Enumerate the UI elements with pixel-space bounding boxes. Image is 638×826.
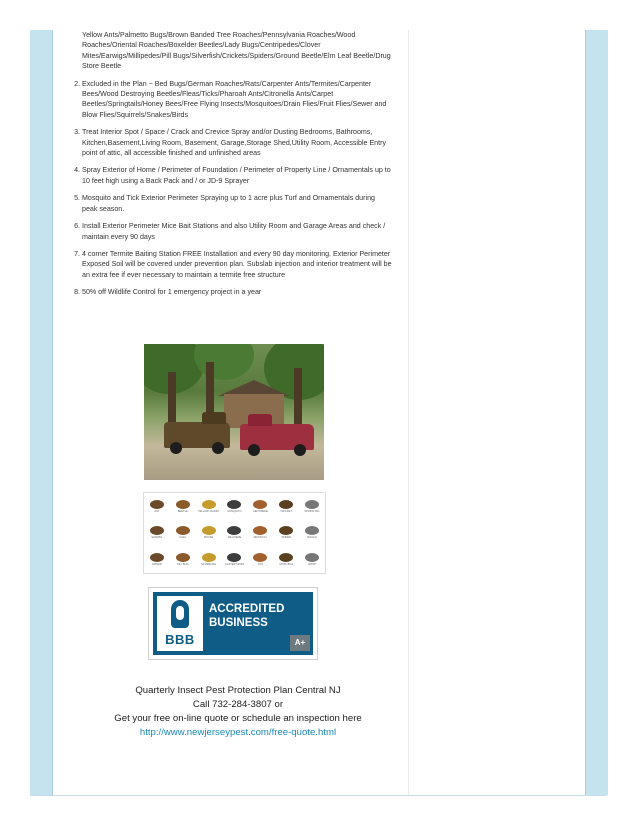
tree-foliage <box>194 344 254 380</box>
pest-label: MILLIPEDE <box>227 536 242 540</box>
wheel <box>248 444 260 456</box>
pest-cell <box>144 520 170 547</box>
list-item: 4. Spray Exterior of Home / Perimeter of Foundation / Perimeter of Property Line / Ornamentals up to 10 feet high using a Back Pack and / or JD-9 Sprayer <box>82 165 392 186</box>
pest-identification-chart <box>143 492 326 574</box>
pest-cell <box>222 493 248 520</box>
wheel <box>212 442 224 454</box>
wheel <box>294 444 306 456</box>
bbb-accredited-badge <box>148 587 318 660</box>
pest-cell <box>222 520 248 547</box>
truck-cab <box>248 414 272 426</box>
pest-label: CRICKET <box>280 509 292 513</box>
bug-icon <box>253 553 267 562</box>
truck <box>164 422 230 448</box>
bug-icon <box>305 526 319 535</box>
pest-cell <box>247 546 273 573</box>
list-item: 6. Install Exterior Perimeter Mice Bait Stations and also Utility Room and Garage Areas and check / maintain every 90 days <box>82 221 392 242</box>
list-item: 5. Mosquito and Tick Exterior Perimeter Spraying up to 1 acre plus Turf and Ornamentals during peak season. <box>82 193 392 214</box>
pest-label: SPRINGTAIL <box>304 509 320 513</box>
list-item: 8. 50% off Wildlife Control for 1 emergency project in a year <box>82 287 392 297</box>
pest-label: ROACH <box>307 536 317 540</box>
pest-cell <box>222 546 248 573</box>
pest-label: CENTIPEDE <box>252 509 268 513</box>
left-sidebar-band <box>30 30 53 795</box>
bug-icon <box>305 553 319 562</box>
pest-cell <box>299 520 325 547</box>
bbb-logo <box>157 596 203 651</box>
pest-label: STINK BUG <box>279 563 294 567</box>
bug-icon <box>279 553 293 562</box>
bug-icon <box>150 500 164 509</box>
bbb-badge-panel <box>153 592 313 655</box>
bug-icon <box>227 526 241 535</box>
pest-cell <box>196 546 222 573</box>
plan-details <box>56 30 392 305</box>
truck-cab <box>202 412 226 424</box>
pest-label: BEETLE <box>177 509 188 513</box>
bug-icon <box>202 526 216 535</box>
bug-icon <box>150 526 164 535</box>
pest-cell <box>170 520 196 547</box>
pest-cell <box>196 493 222 520</box>
pest-label: SPIDER <box>281 536 292 540</box>
pest-label: FLEA <box>179 536 187 540</box>
bug-icon <box>279 526 293 535</box>
pest-label: EARWIG <box>151 536 163 540</box>
bug-icon <box>279 500 293 509</box>
pest-label: CLOVER MITES <box>224 563 245 567</box>
pest-label: SILVERFISH <box>201 563 217 567</box>
pest-cell <box>273 546 299 573</box>
pest-cell <box>273 493 299 520</box>
pest-label: PILL BUG <box>176 563 189 567</box>
bbb-mark: BBB <box>165 632 195 647</box>
pest-grid <box>144 493 325 573</box>
pest-cell <box>196 520 222 547</box>
bug-icon <box>202 553 216 562</box>
list-item: 3. Treat Interior Spot / Space / Crack and Crevice Spray and/or Dusting Bedrooms, Bathrooms, Kitchen,Basement,Living Room, Basement, Garage,Storage Shed,Utility Room, Accessible Entry point of attic, all accessible finished and unfinished areas <box>82 127 392 158</box>
right-sidebar-band <box>585 30 608 795</box>
wheel <box>170 442 182 454</box>
column-divider <box>408 30 409 795</box>
bug-icon <box>227 553 241 562</box>
pest-cell <box>170 546 196 573</box>
pest-label: TICK <box>257 563 264 567</box>
free-quote-link[interactable]: http://www.newjerseypest.com/free-quote.html <box>139 727 337 738</box>
pest-cell <box>273 520 299 547</box>
pest-label: SPIDER <box>152 563 162 567</box>
footer-title: Quarterly Insect Pest Protection Plan Central NJ <box>135 685 341 696</box>
bbb-grade-badge: A+ <box>290 635 310 651</box>
bug-icon <box>305 500 319 509</box>
pest-label: MOSQUITO <box>227 509 242 513</box>
bug-icon <box>176 526 190 535</box>
pest-label: YELLOW JACKET <box>197 509 220 513</box>
pest-cell <box>144 546 170 573</box>
pest-cell <box>247 520 273 547</box>
list-item-1-continuation: Yellow Ants/Palmetto Bugs/Brown Banded Tree Roaches/Pennsylvania Roaches/Wood Roaches/Oriental Roaches/Boxelder Beetles/Lady Bugs/Centripedes/Clover Mites/Earwigs/Millipedes/Pill Bugs/Silverfish/Crickets/Spiders/Ground Beetle/Elm Leaf Beetle/Drug Store Beetle <box>82 31 391 71</box>
list-item: 7. 4 corner Termite Baiting Station FREE Installation and every 90 day monitoring. Exterior Perimeter Exposed Soil will be covered under prevention plan. Subslab injection and interior treatment will be an extra fee if ever necessary to maintain a termite free structure <box>82 249 392 280</box>
pest-cell <box>144 493 170 520</box>
pest-label: ANT <box>154 509 160 513</box>
pest-cell <box>170 493 196 520</box>
pest-cell <box>247 493 273 520</box>
pest-label: WASP <box>308 563 316 567</box>
bbb-accredited-text <box>209 602 309 630</box>
footer-cta <box>56 684 420 740</box>
bug-icon <box>253 526 267 535</box>
truck <box>240 424 314 450</box>
bug-icon <box>202 500 216 509</box>
bug-icon <box>176 553 190 562</box>
bug-icon <box>150 553 164 562</box>
footer-quote-text: Get your free on-line quote or schedule an inspection here <box>114 713 362 724</box>
pest-label: DRAIN FLY <box>253 536 268 540</box>
bottom-rule <box>30 795 607 796</box>
pest-cell <box>299 546 325 573</box>
bbb-line-1: ACCREDITED <box>209 603 285 615</box>
bug-icon <box>176 500 190 509</box>
plan-list <box>56 79 392 298</box>
bbb-line-2: BUSINESS <box>209 617 268 629</box>
bug-icon <box>253 500 267 509</box>
torch-icon <box>171 600 189 628</box>
list-item: 2. Excluded in the Plan − Bed Bugs/German Roaches/Rats/Carpenter Ants/Termites/Carpenter Bees/Wood Destroying Beetles/Fleas/Ticks/Pharoah Ants/Citronella Ants/Carpet Beetles/Springtails/Honey Bees/Free Flying Insects/Mosquitoes/Drain Flies/Fruit Flies/Sewer and Blow Flies/Squirrels/Snakes/Birds <box>82 79 392 121</box>
pest-cell <box>299 493 325 520</box>
pest-label: MOUSE <box>203 536 214 540</box>
bug-icon <box>227 500 241 509</box>
torch-icon-inner <box>176 606 184 620</box>
service-trucks-photo <box>144 344 324 480</box>
footer-phone: Call 732-284-3807 or <box>192 699 284 710</box>
